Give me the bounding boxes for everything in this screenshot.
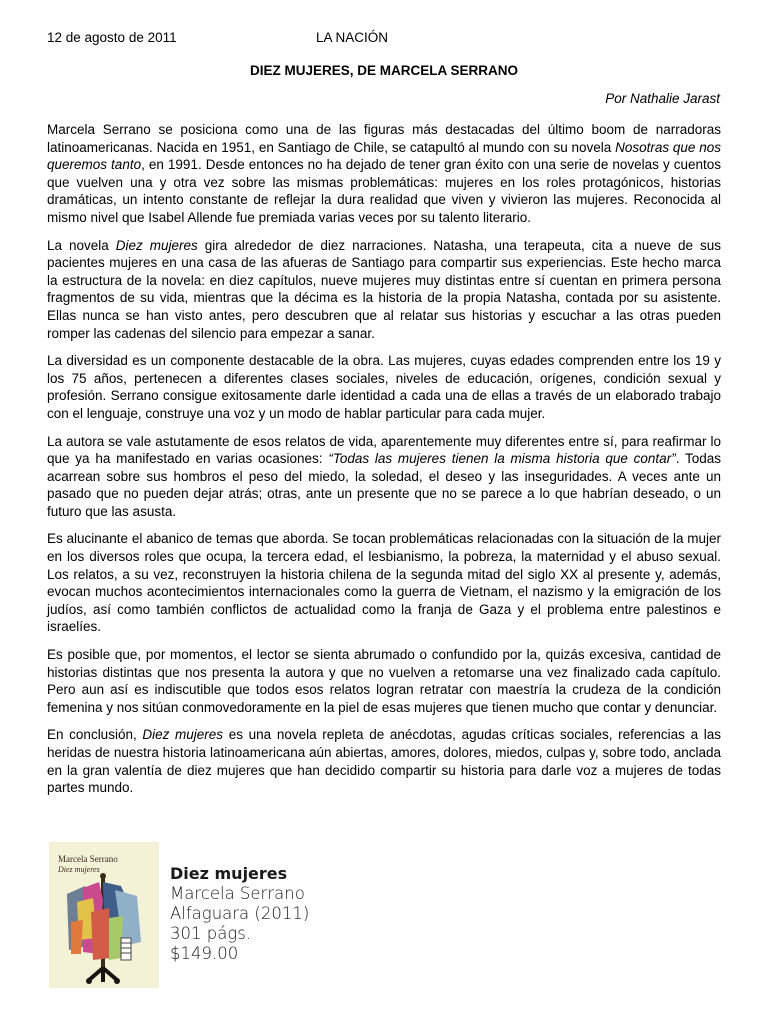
- article-paragraph: [47, 646, 721, 716]
- book-info-pages: 301 págs.: [170, 924, 252, 943]
- article-paragraph: [47, 352, 721, 422]
- publication-date: 12 de agosto de 2011: [47, 30, 177, 45]
- book-info: [170, 864, 309, 964]
- article-title: DIEZ MUJERES, DE MARCELA SERRANO: [249, 63, 519, 78]
- book-info-title: Diez mujeres: [170, 864, 288, 883]
- paragraph-text: . Todas acarrean sobre sus hombros el peso del miedo, la soledad, el deseo y las inseguridades. A veces ante un pasado que no pueden dejar atrás; otras, ante un presente que no se parece a lo que habrían deseado, o un futuro que las asusta.: [47, 451, 721, 519]
- italic-text: “Todas las mujeres tienen la misma historia que contar”: [328, 451, 676, 467]
- paragraph-text: La autora se vale astutamente de esos relatos de vida, aparentemente muy diferentes entre sí, para reafirmar lo que ya ha manifestado en varias ocasiones:: [47, 433, 721, 467]
- book-cover-image: [49, 842, 159, 988]
- article-body: [47, 121, 721, 807]
- paragraph-text: La novela: [47, 237, 116, 253]
- article-paragraph: [47, 530, 721, 636]
- paragraph-text: es una novela repleta de anécdotas, agudas críticas sociales, referencias a las heridas de nuestra historia latinoamericana aún abiertas, amores, dolores, miedos, culpas y, sobre todo, anclada en la gran valentía de diez mujeres que han decidido compartir su historia para darle voz a mujeres de todas partes mundo.: [47, 727, 721, 796]
- article-byline: Por Nathalie Jarast: [605, 91, 720, 106]
- book-info-price: $149.00: [170, 944, 239, 963]
- paragraph-text: Es posible que, por momentos, el lector se sienta abrumado o confundido por la, quizás excesiva, cantidad de historias distintas que nos presenta la autora y que no vuelven a retomarse una vez finalizado cada capítulo. Pero aun así es indiscutible que todos esos relatos logran retratar con maestría la crudeza de la condición femenina y nos sitúan conmovedoramente en la piel de esas mujeres que tienen mucho que contar y denunciar.: [47, 647, 721, 715]
- italic-text: Diez mujeres: [142, 727, 224, 743]
- paragraph-text: En conclusión,: [47, 727, 143, 743]
- italic-text: Nosotras que nos queremos tanto: [47, 139, 722, 173]
- article-paragraph: [47, 726, 721, 796]
- paragraph-text: gira alrededor de diez narraciones. Natasha, una terapeuta, cita a nueve de sus pacientes mujeres en una casa de las afueras de Santiago para compartir sus experiencias. Este hecho marca la estructura de la novela: en diez capítulos, nueve mujeres muy distintas entre sí cuentan en primera persona fragmentos de su vida, mientras que la décima es la historia de la propia Natasha, contada por su asistente. Ellas nunca se han visto antes, pero descubren que al relatar sus historias y escuchar a las otras pueden romper las cadenas del silencio para empezar a sanar.: [47, 237, 721, 341]
- article-paragraph: [47, 121, 721, 227]
- paragraph-text: La diversidad es un componente destacable de la obra. Las mujeres, cuyas edades comprenden entre los 19 y los 75 años, pertenecen a diferentes clases sociales, niveles de educación, orígenes, condición sexual y profesión. Serrano consigue exitosamente darle identidad a cada una de ellas a través de un elaborado trabajo con el lenguaje, construye una voz y un modo de hablar particular para cada mujer.: [47, 353, 721, 421]
- book-cover-title: Diez mujeres: [58, 865, 100, 874]
- paragraph-text: Es alucinante el abanico de temas que aborda. Se tocan problemáticas relacionadas con la situación de la mujer en los diversos roles que ocupa, la tercera edad, el lesbianismo, la pobreza, la maternidad y el abuso sexual. Los relatos, a su vez, reconstruyen la historia chilena de la segunda mitad del siglo XX al presente y, además, evocan muchos acontecimientos internacionales como la guerra de Vietnam, el nazismo y la emigración de los judíos, así como también conflictos de actualidad como la franja de Gaza y el problema entre palestinos e israelíes.: [47, 531, 721, 635]
- paragraph-text: , en 1991. Desde entonces no ha dejado de tener gran éxito con una serie de novelas y cuentos que vuelven una y otra vez sobre las mismas problemáticas: mujeres en los roles protagónicos, historias dramáticas, un intento constante de reflejar la dura realidad que viven y vivieron las mujeres. Reconocida al mismo nivel que Isabel Allende fue premiada varias veces por su talento literario.: [47, 157, 722, 225]
- article-paragraph: [47, 237, 721, 343]
- paragraph-text: Marcela Serrano se posiciona como una de las figuras más destacadas del último boom de narradoras latinoamericanas. Nacida en 1951, en Santiago de Chile, se catapultó al mundo con su novela: [47, 122, 721, 155]
- italic-text: Diez mujeres: [115, 237, 198, 253]
- book-info-publisher: Alfaguara (2011): [170, 904, 310, 923]
- article-paragraph: [47, 433, 721, 521]
- book-cover-author: Marcela Serrano: [58, 854, 118, 864]
- newspaper-name: LA NACIÓN: [316, 30, 389, 45]
- book-info-author: Marcela Serrano: [170, 884, 305, 903]
